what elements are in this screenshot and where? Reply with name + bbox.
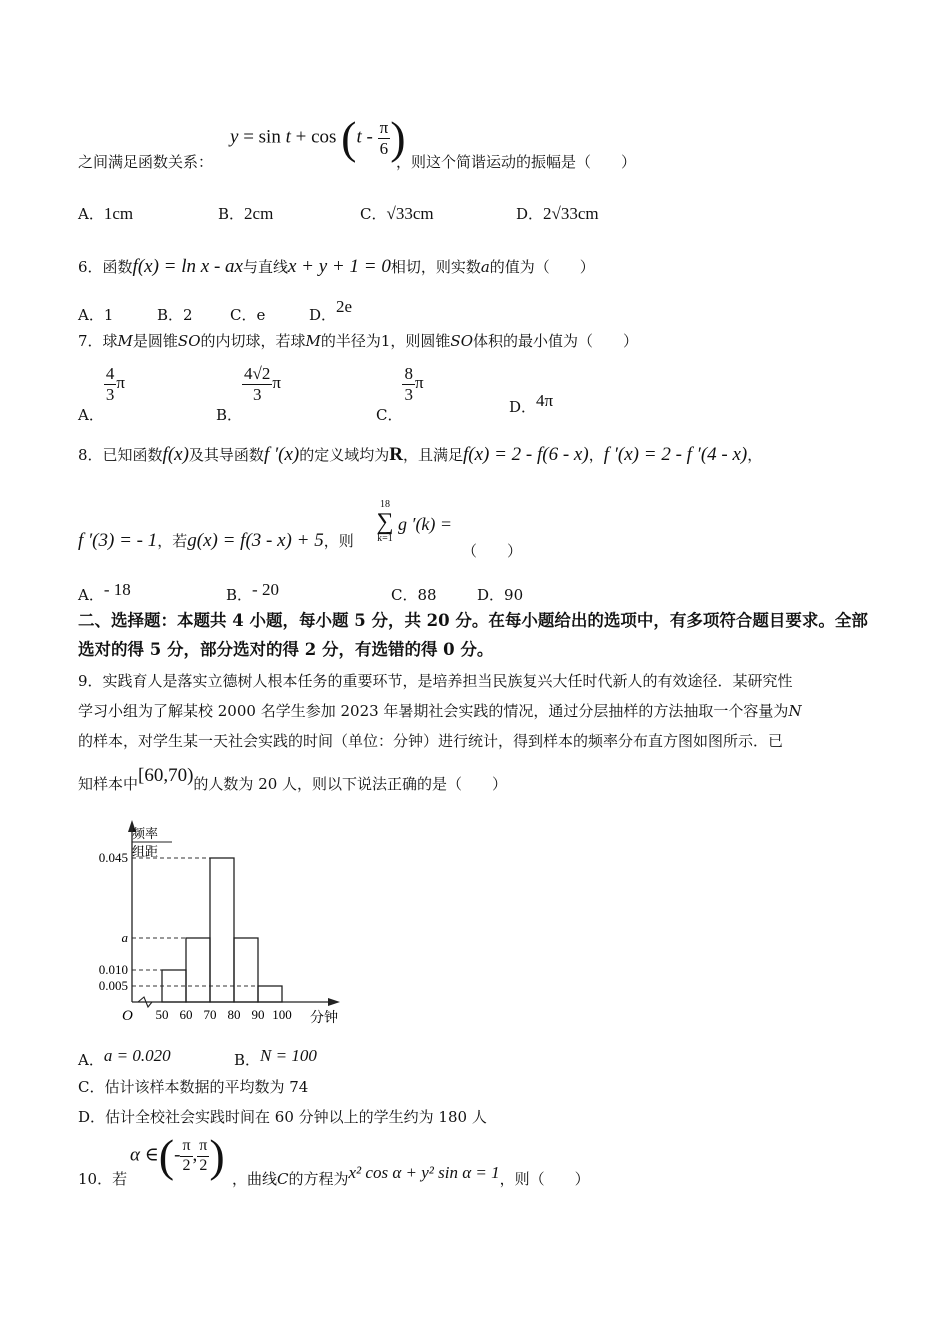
q9-line-4a: 知样本中 xyxy=(78,775,139,793)
q5-option-c-label: C． xyxy=(360,205,387,223)
q9-option-a-value: a = 0.020 xyxy=(103,1046,171,1065)
y-tick-label-a: a xyxy=(121,930,128,945)
q6-option-c: C．e xyxy=(230,306,266,324)
q6-func: f(x) = ln x - ax xyxy=(132,256,243,277)
y-tick-label-0.005: 0.005 xyxy=(98,978,128,993)
q5-formula xyxy=(230,112,406,163)
q10-paren-close: ) xyxy=(209,1130,225,1181)
x-tick-label-100: 100 xyxy=(272,1007,292,1022)
q8-line-1 xyxy=(78,444,762,466)
q8-option-a-value: - 18 xyxy=(103,580,131,599)
q8-t5: ，则 xyxy=(323,532,354,550)
q6-line-eq: x + y + 1 = 0 xyxy=(287,256,391,277)
chart-y-ticks xyxy=(99,850,129,993)
q5-option-d-label: D． xyxy=(516,205,544,223)
q10-eq: x² cos α + y² sin α = 1 xyxy=(348,1163,500,1182)
q5-option-a xyxy=(78,203,133,224)
q8-option-b-value: - 20 xyxy=(252,580,279,599)
q8-eq4: g(x) = f(3 - x) + 5 xyxy=(187,530,324,551)
q7-option-d-label: D． xyxy=(509,398,537,416)
q5-option-c xyxy=(360,203,434,224)
q5-lead: 之间满足函数关系： xyxy=(78,153,214,171)
q10-pi-1: π xyxy=(180,1137,192,1156)
histogram-chart xyxy=(78,812,348,1034)
q9-option-a xyxy=(78,1046,171,1070)
q7-option-b-label: B． xyxy=(216,406,243,425)
q9-option-b-label: B． xyxy=(234,1051,261,1069)
q9-option-b-value: N = 100 xyxy=(260,1046,317,1065)
q7-line xyxy=(78,330,638,351)
q8-t2: 的定义域均为 xyxy=(299,446,390,464)
q10-frac-1 xyxy=(180,1137,192,1175)
q5-y: y xyxy=(230,126,239,148)
q7-option-c xyxy=(376,364,424,425)
q7-option-d-value: 4π xyxy=(536,391,554,410)
q5-option-d-value xyxy=(543,204,599,223)
q7-m: M xyxy=(117,332,133,350)
q10-end: ，则（ ） xyxy=(499,1170,590,1188)
q9-line-4 xyxy=(78,765,508,795)
q7-option-c-num: 8 xyxy=(404,364,413,383)
q6-option-b: B．2 xyxy=(157,306,193,324)
x-tick-label-50: 50 xyxy=(155,1007,169,1022)
q8-sum xyxy=(374,500,396,544)
chart-dashed-lines xyxy=(132,858,282,986)
q10-mid: ，曲线 xyxy=(232,1170,278,1188)
q7-so: SO xyxy=(177,332,201,350)
q8-option-a-label: A． xyxy=(78,586,104,604)
q7-so-2: SO xyxy=(450,332,473,350)
q5-t1: t xyxy=(285,126,291,148)
q7-option-b-frac xyxy=(242,364,272,404)
q9-option-b xyxy=(234,1046,317,1070)
q7-option-a-num: 4 xyxy=(105,364,115,383)
q6-line xyxy=(78,256,595,278)
q6-option-d xyxy=(309,297,353,325)
q5-paren-open: ( xyxy=(341,112,357,163)
q8-t4: ，若 xyxy=(157,532,188,550)
q9-option-d: D．估计全校社会实践时间在 60 分钟以上的学生约为 180 人 xyxy=(78,1108,487,1126)
x-tick-label-60: 60 xyxy=(179,1007,193,1022)
q7-option-a-pi: π xyxy=(116,373,125,393)
q9-interval: [60,70) xyxy=(138,765,194,786)
q7-m-2: M xyxy=(305,332,321,350)
q5-option-d-prefix: 2√3 xyxy=(543,204,570,223)
q6-mid: 与直线 xyxy=(242,258,288,276)
q5-cos: + cos xyxy=(295,126,337,148)
q6-tail: 相切，则实数 xyxy=(390,258,481,276)
q8-option-b-label: B． xyxy=(226,586,253,604)
q5-option-c-unit: 3cm xyxy=(404,204,434,223)
q5-option-b-value: 2cm xyxy=(244,204,274,223)
q8-fp: f ′(x) xyxy=(263,444,300,465)
q8-eq1: f(x) = 2 - f(6 - x) xyxy=(462,444,589,465)
x-tick-label-80: 80 xyxy=(227,1007,241,1022)
q5-minus: - xyxy=(361,126,378,148)
q5-option-b-label: B． xyxy=(218,205,245,223)
q6-option-d-label: D． xyxy=(309,306,337,324)
q8-sum-bottom: k=1 xyxy=(377,533,393,544)
q8-sum-body: g ′(k) = xyxy=(398,514,453,534)
chart-ylabel-top: 频率 xyxy=(132,826,159,841)
chart-origin: O xyxy=(122,1008,133,1024)
chart-bars xyxy=(162,858,282,1002)
histogram-bar-[60,70) xyxy=(186,938,210,1002)
q10-pi-2: π xyxy=(197,1137,209,1156)
q10-minus: - xyxy=(174,1144,181,1166)
q8-R: R xyxy=(389,444,403,465)
q7-text-1: 7．球 xyxy=(78,332,118,350)
q6-option-a: A．1 xyxy=(78,306,114,324)
q8-option-c: C．88 xyxy=(391,586,437,604)
q6-number: 6．函数 xyxy=(78,258,133,276)
q10-paren-open: ( xyxy=(158,1130,175,1181)
q5-t2: t xyxy=(356,126,362,148)
x-axis-arrow xyxy=(328,998,340,1006)
q10-frac-2 xyxy=(197,1137,209,1175)
q6-var-a: a xyxy=(480,258,490,276)
histogram-bar-[80,90) xyxy=(234,938,258,1002)
q9-option-c: C．估计该样本数据的平均数为 74 xyxy=(78,1078,309,1096)
q7-text-4: 的半径为1，则圆锥 xyxy=(320,332,451,350)
q7-option-c-label: C． xyxy=(376,406,403,425)
q7-option-c-den: 3 xyxy=(404,384,413,404)
x-tick-label-70: 70 xyxy=(203,1007,217,1022)
q10-rest xyxy=(232,1163,590,1189)
q9-line-2-text: 学习小组为了解某校 2000 名学生参加 2023 年暑期社会实践的情况，通过分层抽样的方法抽取一个容量为 xyxy=(78,702,789,720)
q5-option-a-value: 1cm xyxy=(103,204,134,223)
chart-x-ticks xyxy=(156,1007,292,1022)
y-tick-label-0.045: 0.045 xyxy=(98,850,128,865)
y-tick-label-0.010: 0.010 xyxy=(98,962,128,977)
q8-f: f(x) xyxy=(162,444,189,465)
q7-option-a-label: A． xyxy=(78,406,104,425)
q5-option-a-label: A． xyxy=(78,205,104,223)
q10-interval xyxy=(130,1130,225,1181)
q10-two-1: 2 xyxy=(182,1156,191,1174)
q5-pi: π xyxy=(379,117,389,137)
q7-option-c-pi: π xyxy=(414,373,424,393)
q7-option-a xyxy=(78,364,125,425)
q7-option-d xyxy=(509,391,554,417)
q6-option-d-value: 2e xyxy=(336,297,353,316)
q7-text-5: 体积的最小值为（ ） xyxy=(473,332,639,350)
q8-sum-top: 18 xyxy=(380,499,390,510)
q7-option-b xyxy=(216,364,281,425)
q7-text-3: 的内切球，若球 xyxy=(200,332,306,350)
q8-comma2: ， xyxy=(747,446,763,464)
chart-xlabel: 分钟 xyxy=(310,1011,338,1026)
q10-c: C xyxy=(277,1170,289,1188)
q5-option-b xyxy=(218,203,273,224)
q5-pi-over-6 xyxy=(378,118,391,158)
q8-paren: （ ） xyxy=(462,542,523,560)
q9-line-4b: 的人数为 20 人，则以下说法正确的是（ ） xyxy=(193,775,508,793)
q7-option-c-frac xyxy=(402,364,415,404)
x-tick-label-90: 90 xyxy=(251,1007,265,1022)
q5-option-d xyxy=(516,203,599,224)
q10-alpha: α ∈ xyxy=(130,1144,159,1166)
q10-tail: 的方程为 xyxy=(288,1170,349,1188)
q9-line-2 xyxy=(78,700,802,721)
chart-ylabel-bottom: 组距 xyxy=(132,844,159,859)
q5-sin: = sin xyxy=(243,126,281,148)
q8-sum-sign: ∑ xyxy=(376,509,394,535)
q8-t3: ，且满足 xyxy=(402,446,463,464)
q8-eq3: f ′(3) = - 1 xyxy=(78,530,158,551)
q8-number: 8．已知函数 xyxy=(78,446,163,464)
q5-question: ，则这个简谐运动的振幅是（ ） xyxy=(396,153,637,171)
q5-option-d-unit: 3cm xyxy=(569,204,599,223)
q9-line-3: 的样本，对学生某一天社会实践的时间（单位：分钟）进行统计，得到样本的频率分布直方图如图所示．已 xyxy=(78,732,784,750)
q7-option-b-pi: π xyxy=(272,373,281,393)
q5-paren-close: ) xyxy=(390,112,406,163)
q5-six: 6 xyxy=(379,138,389,158)
q9-option-a-label: A． xyxy=(78,1051,104,1069)
q8-eq2: f ′(x) = 2 - f ′(4 - x) xyxy=(603,444,748,465)
q9-line-1: 9．实践育人是落实立德树人根本任务的重要环节，是培养担当民族复兴大任时代新人的有效途径．某研究性 xyxy=(78,672,793,690)
q7-option-b-den: 3 xyxy=(252,384,262,404)
histogram-bar-[90,100) xyxy=(258,986,282,1002)
q7-option-b-num: 4√2 xyxy=(244,364,271,383)
q10-two-2: 2 xyxy=(199,1156,208,1174)
q8-line-2 xyxy=(78,530,354,552)
histogram-bar-[70,80) xyxy=(210,858,234,1002)
q8-option-a xyxy=(78,580,131,605)
q10-comma: , xyxy=(192,1144,198,1166)
q7-text-2: 是圆锥 xyxy=(132,332,178,350)
q5-option-c-radical: √3 xyxy=(386,204,405,223)
q7-option-a-frac xyxy=(104,364,117,404)
q9-n: N xyxy=(788,702,802,720)
q8-option-b xyxy=(226,580,279,605)
q5-option-c-value xyxy=(386,204,433,223)
q6-tail2: 的值为（ ） xyxy=(489,258,595,276)
q10-number: 10．若 xyxy=(78,1170,128,1188)
q8-t1: 及其导函数 xyxy=(188,446,264,464)
q8-option-d: D．90 xyxy=(477,586,524,604)
q7-option-a-den: 3 xyxy=(105,384,115,404)
section2-heading: 二、选择题：本题共 4 小题，每小题 5 分，共 20 分。在每小题给出的选项中，有多项符合题目要求。全部选对的得 5 分，部分选对的得 2 分，有选错的得 0 分。 xyxy=(78,611,868,659)
q8-comma: ， xyxy=(588,446,604,464)
